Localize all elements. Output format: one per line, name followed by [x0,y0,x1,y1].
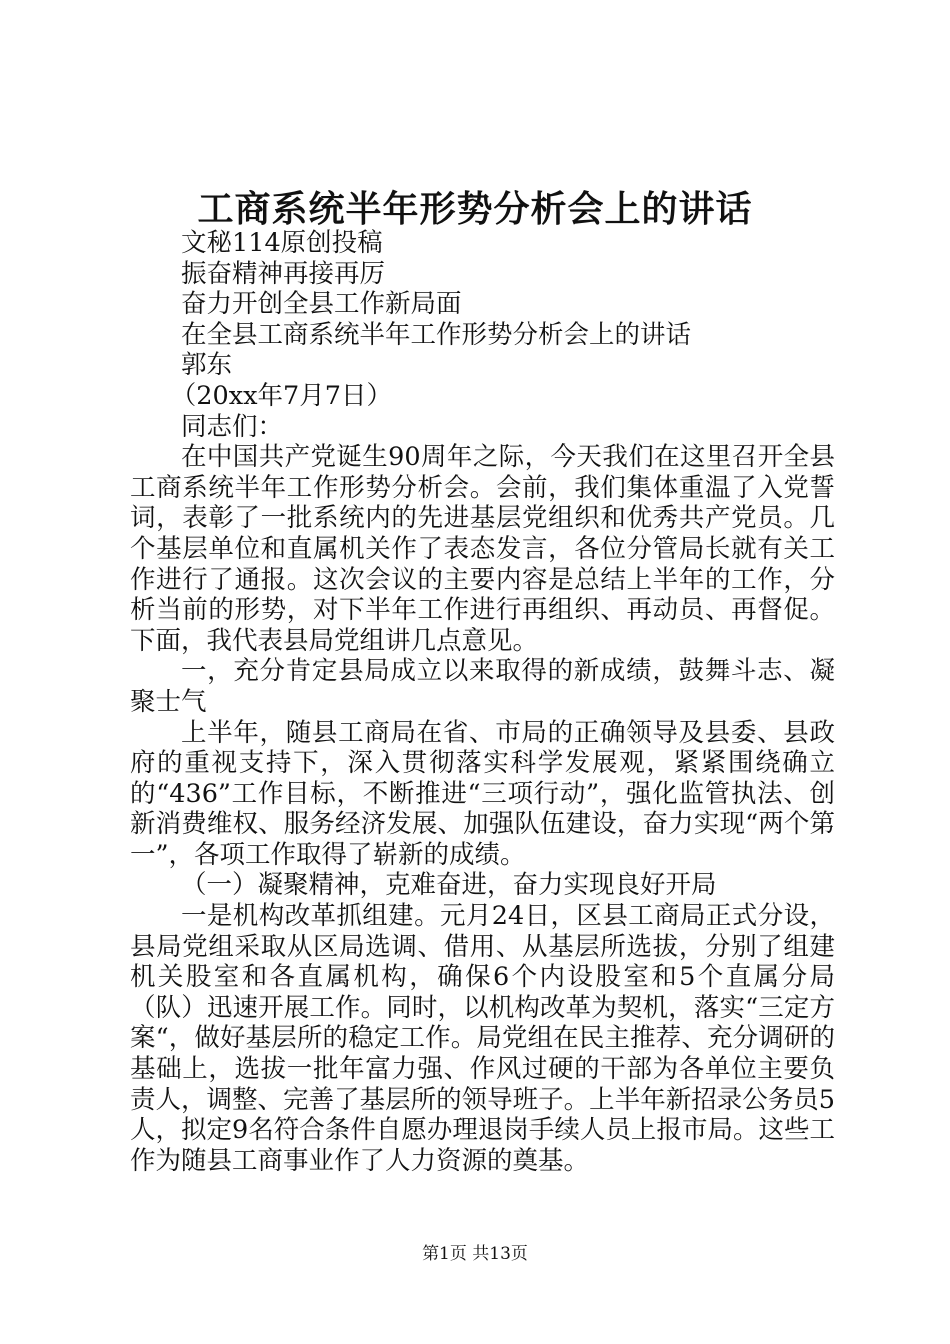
source-line: 文秘114原创投稿 [181,228,383,258]
section-heading: 一，充分肯定县局成立以来取得的新成绩，鼓舞斗志、凝聚士气 [130,656,835,717]
body-paragraph: 上半年，随县工商局在省、市局的正确领导及县委、县政府的重视支持下，深入贯彻落实科学发展观，紧紧围绕确立的“436”工作目标，不断推进“三项行动”，强化监管执法、创新消费维权、服务经济发展、加强队伍建设，奋力实现“两个第一”，各项工作取得了崭新的成绩。 [130,717,835,870]
subsection-heading: （一）凝聚精神，克难奋进，奋力实现良好开局 [181,870,717,901]
speaker-name: 郭东 [181,350,233,381]
body-paragraph: 在中国共产党诞生90周年之际，今天我们在这里召开全县工商系统半年工作形势分析会。会前，我们集体重温了入党誓词，表彰了一批系统内的先进基层党组织和优秀共产党员。几个基层单位和直属机关作了表态发言，各位分管局长就有关工作进行了通报。这次会议的主要内容是总结上半年的工作，分析当前的形势，对下半年工作进行再组织、再动员、再督促。下面，我代表县局党组讲几点意见。 [130,442,835,656]
page-number-footer: 第1页 共13页 [422,1244,528,1264]
document-title: 工商系统半年形势分析会上的讲话 [197,188,753,230]
speech-date: （20xx年7月7日） [170,380,392,411]
salutation: 同志们： [181,411,284,442]
subtitle-line-1: 振奋精神再接再厉 [181,258,386,289]
body-paragraph: 一是机构改革抓组建。元月24日，区县工商局正式分设，县局党组采取从区局选调、借用、从基层所选拔，分别了组建机关股室和各直属机构，确保6个内设股室和5个直属分局（队）迅速开展工作。同时，以机构改革为契机，落实“三定方案“，做好基层所的稳定工作。局党组在民主推荐、充分调研的基础上，选拔一批年富力强、作风过硬的干部为各单位主要负责人，调整、完善了基层所的领导班子。上半年新招录公务员5人，拟定9名符合条件自愿办理退岗手续人员上报市局。这些工作为随县工商事业作了人力资源的奠基。 [130,901,835,1176]
speech-heading: 在全县工商系统半年工作形势分析会上的讲话 [181,319,692,350]
subtitle-line-2: 奋力开创全县工作新局面 [181,289,462,320]
document-body [130,228,835,1176]
